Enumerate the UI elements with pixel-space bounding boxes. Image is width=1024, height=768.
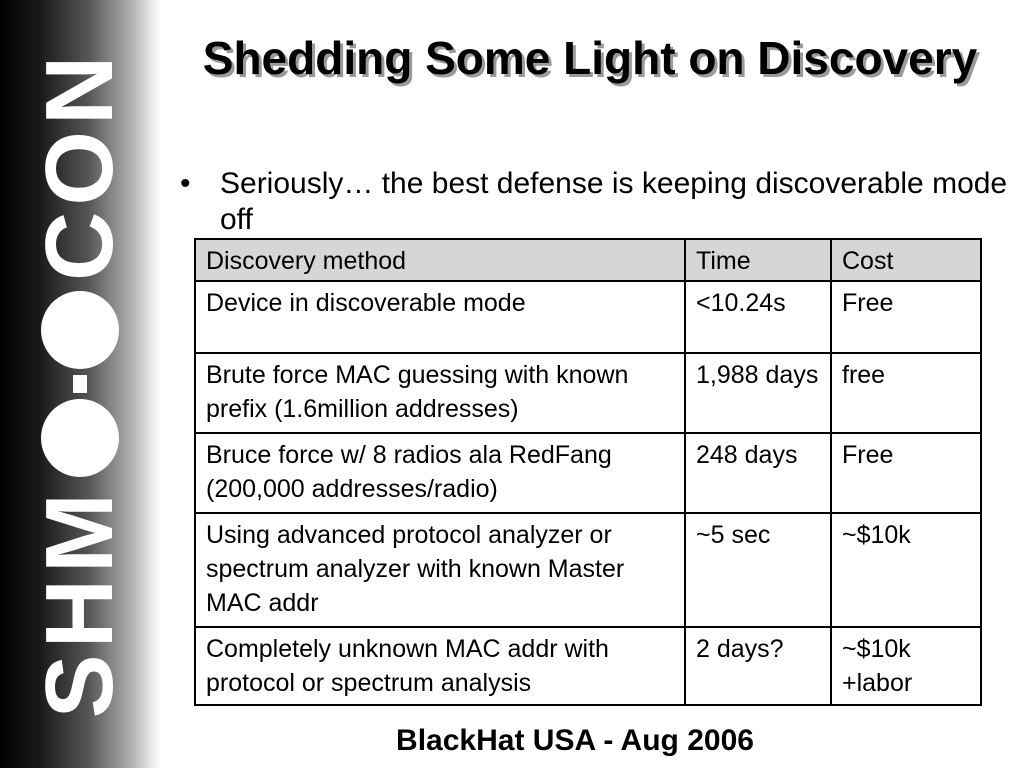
cell-time: ~5 sec <box>685 513 831 627</box>
logo-text-shm: SHM <box>26 487 133 719</box>
sidebar-brand-strip <box>0 0 160 768</box>
logo-text-con: CON <box>26 49 133 281</box>
table-row <box>195 433 981 513</box>
table-header-row <box>195 239 981 281</box>
bullet-text: Seriously… the best defense is keeping discoverable mode off <box>220 167 1008 236</box>
bullet-point <box>180 166 1024 238</box>
cell-cost: Free <box>831 433 981 513</box>
cell-cost: free <box>831 353 981 433</box>
glasses-left-lens-icon <box>41 399 119 477</box>
bullet-marker: • <box>180 167 191 200</box>
header-cost: Cost <box>831 239 981 281</box>
cell-time: 1,988 days <box>685 353 831 433</box>
cell-method: Bruce force w/ 8 radios ala RedFang (200,000 addresses/radio) <box>195 433 685 513</box>
cell-method: Brute force MAC guessing with known prefix (1.6million addresses) <box>195 353 685 433</box>
cell-cost: ~$10k +labor <box>831 627 981 705</box>
cell-method: Device in discoverable mode <box>195 281 685 353</box>
cell-method: Completely unknown MAC addr with protocol or spectrum analysis <box>195 627 685 705</box>
shmoocon-logo <box>26 44 133 724</box>
cell-method: Using advanced protocol analyzer or spectrum analyzer with known Master MAC addr <box>195 513 685 627</box>
table-row <box>195 281 981 353</box>
cell-time: 2 days? <box>685 627 831 705</box>
discovery-methods-table <box>194 238 982 706</box>
header-discovery-method: Discovery method <box>195 239 685 281</box>
glasses-right-lens-icon <box>41 291 119 369</box>
footer-event: BlackHat USA - Aug 2006 <box>396 724 754 757</box>
cell-cost: ~$10k <box>831 513 981 627</box>
cell-cost: Free <box>831 281 981 353</box>
table-row <box>195 513 981 627</box>
table-row <box>195 627 981 705</box>
table-row <box>195 353 981 433</box>
cell-time: <10.24s <box>685 281 831 353</box>
header-time: Time <box>685 239 831 281</box>
glasses-bridge-icon <box>73 375 87 393</box>
cell-time: 248 days <box>685 433 831 513</box>
slide-title: Shedding Some Light on Discovery <box>202 32 978 84</box>
